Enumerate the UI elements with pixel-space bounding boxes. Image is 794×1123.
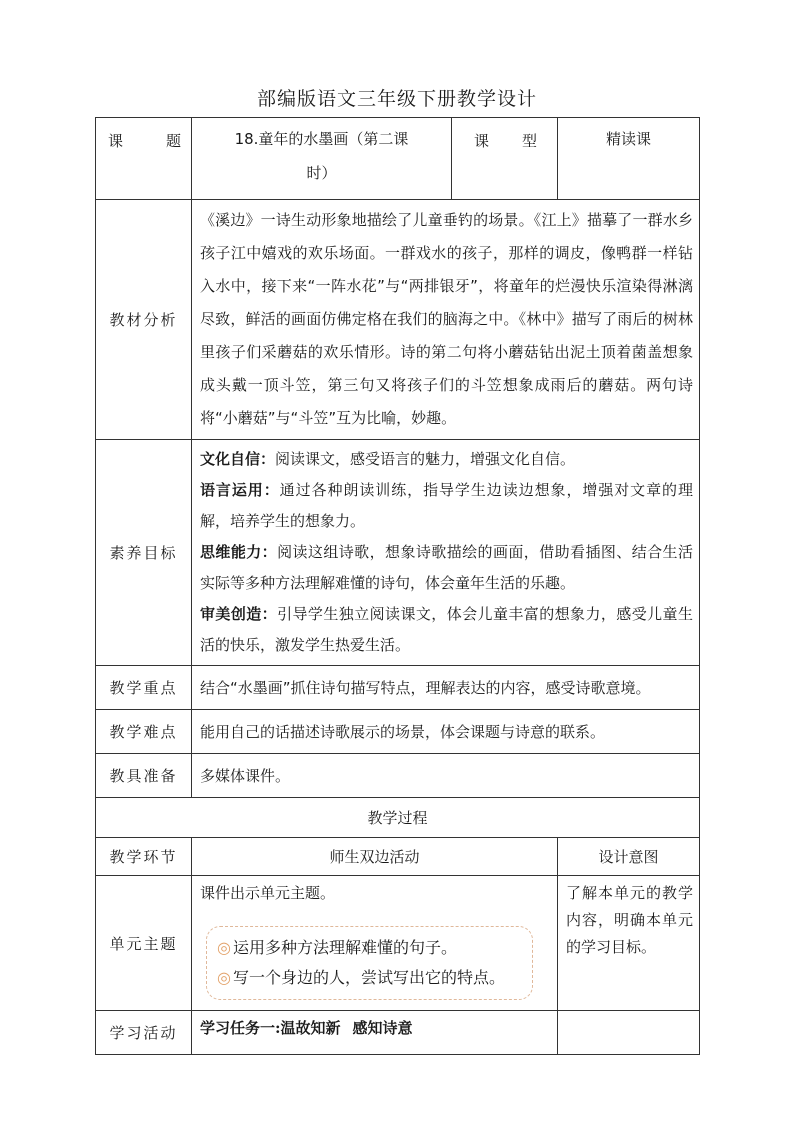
- analysis-label: 教材分析: [96, 200, 192, 440]
- analysis-text: 《溪边》一诗生动形象地描绘了儿童垂钓的场景。《江上》描摹了一群水乡孩子江中嬉戏的欢乐场面。一群戏水的孩子，那样的调皮，像鸭群一样钻入水中，接下来“一阵水花”与“两排银牙”，将童年的烂漫快乐渲染得淋漓尽致，鲜活的画面仿佛定格在我们的脑海之中。《林中》描写了雨后的树林里孩子们采蘑菇的欢乐情形。诗的第二句将小蘑菇钻出泥土顶着菌盖想象成头戴一顶斗笠，第三句又将孩子们的斗笠想象成雨后的蘑菇。两句诗将“小蘑菇”与“斗笠”互为比喻，妙趣。: [192, 200, 700, 440]
- unit-theme-label: 单元主题: [96, 876, 192, 1011]
- goal-text: 引导学生独立阅读课文，体会儿童丰富的想象力，感受儿童生活的快乐，激发学生热爱生活。: [200, 605, 693, 654]
- task-title: 学习任务一:温故知新: [200, 1019, 341, 1037]
- key-points-text: 结合“水墨画”抓住诗句描写特点，理解表达的内容，感受诗歌意境。: [192, 666, 700, 710]
- goals-label: 素养目标: [96, 440, 192, 666]
- unit-goal-text: 运用多种方法理解难懂的句子。: [232, 938, 457, 957]
- difficulties-row: [96, 710, 700, 754]
- unit-theme-row: [96, 876, 700, 1011]
- goal-item: [200, 475, 693, 537]
- col-stage-header: 教学环节: [96, 838, 192, 876]
- learning-label: 学习活动: [96, 1011, 192, 1055]
- difficulties-text: 能用自己的话描述诗歌展示的场景，体会课题与诗意的联系。: [192, 710, 700, 754]
- goal-key: 审美创造：: [200, 605, 278, 623]
- topic-line-1: 18.童年的水墨画（第二课: [234, 130, 409, 148]
- unit-goal-item: [217, 933, 522, 963]
- topic-line-2: 时）: [306, 164, 337, 182]
- goal-item: [200, 599, 693, 661]
- unit-theme-intent: 了解本单元的教学内容，明确本单元的学习目标。: [558, 876, 700, 1011]
- topic-value-cell: [192, 118, 452, 200]
- goal-key: 思维能力：: [200, 543, 278, 561]
- task-subtitle: 感知诗意: [352, 1019, 413, 1037]
- goals-row: [96, 440, 700, 666]
- goal-text: 阅读这组诗歌，想象诗歌描绘的画面，借助看插图、结合生活实际等多种方法理解难懂的诗句，体会童年生活的乐趣。: [200, 543, 693, 592]
- process-title-row: [96, 798, 700, 838]
- process-header-row: [96, 838, 700, 876]
- tools-row: [96, 754, 700, 798]
- unit-goals-box: [206, 926, 533, 1000]
- unit-theme-intro: 课件出示单元主题。: [200, 884, 336, 902]
- learning-intent: [558, 1011, 700, 1055]
- circle-bullet-icon: ◎: [217, 968, 231, 987]
- type-label-cell: [452, 118, 558, 200]
- header-row: [96, 118, 700, 200]
- topic-label-cell: [96, 118, 192, 200]
- lesson-type: 精读课: [605, 130, 651, 148]
- col-intent-header: 设计意图: [558, 838, 700, 876]
- learning-task: [192, 1011, 558, 1055]
- key-points-row: [96, 666, 700, 710]
- type-label-a: 课: [474, 132, 490, 150]
- unit-theme-activity: [192, 876, 558, 1011]
- unit-goal-item: [217, 963, 522, 993]
- tools-label: 教具准备: [96, 754, 192, 798]
- topic-label-a: 课: [108, 132, 124, 150]
- goal-item: [200, 444, 693, 475]
- type-value-cell: [558, 118, 700, 200]
- circle-bullet-icon: ◎: [217, 938, 231, 957]
- goal-key: 语言运用：: [200, 481, 280, 499]
- goals-list: [192, 440, 700, 666]
- goal-text: 通过各种朗读训练，指导学生边读边想象，增强对文章的理解，培养学生的想象力。: [200, 481, 693, 530]
- learning-row: [96, 1011, 700, 1055]
- col-activity-header: 师生双边活动: [192, 838, 558, 876]
- goal-item: [200, 537, 693, 599]
- lesson-plan-table: [95, 117, 700, 1055]
- analysis-row: [96, 200, 700, 440]
- type-label-b: 型: [521, 132, 537, 150]
- tools-text: 多媒体课件。: [192, 754, 700, 798]
- key-points-label: 教学重点: [96, 666, 192, 710]
- topic-label-b: 题: [165, 132, 181, 150]
- difficulties-label: 教学难点: [96, 710, 192, 754]
- document-title: 部编版语文三年级下册教学设计: [256, 88, 537, 110]
- process-title: 教学过程: [96, 798, 700, 838]
- goal-text: 阅读课文，感受语言的魅力，增强文化自信。: [275, 450, 576, 468]
- unit-goal-text: 写一个身边的人，尝试写出它的特点。: [232, 968, 505, 987]
- goal-key: 文化自信：: [200, 450, 276, 468]
